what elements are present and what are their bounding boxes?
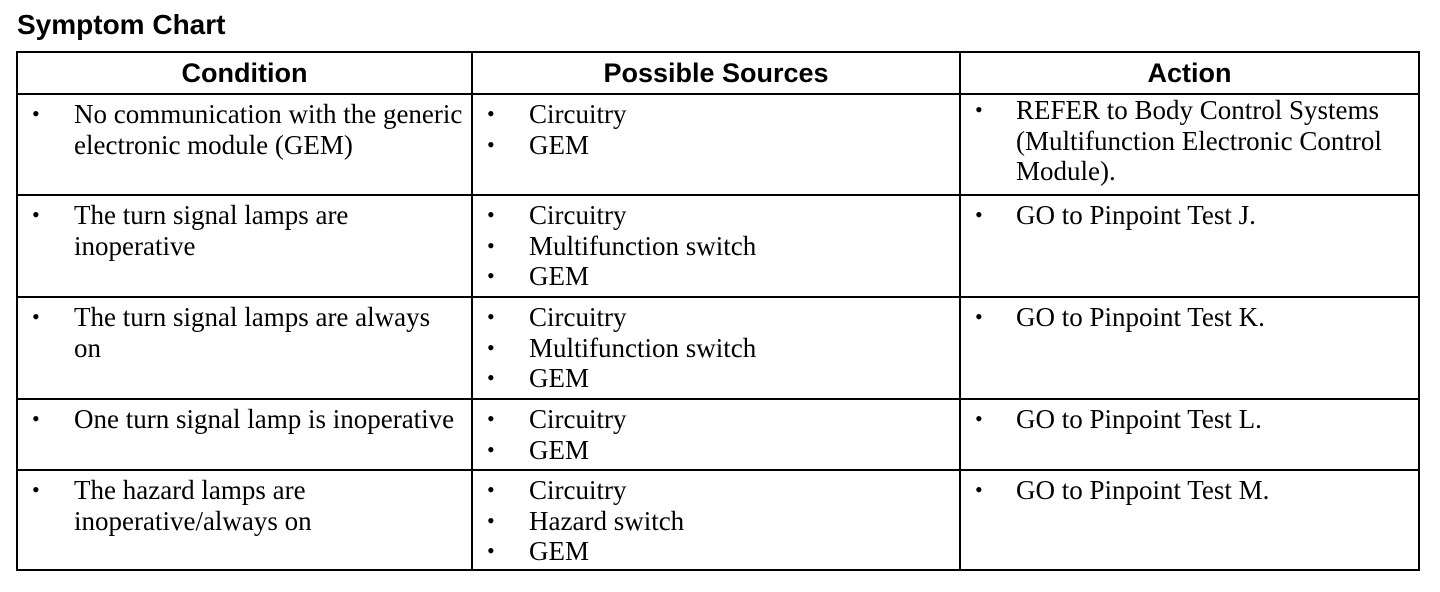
action-cell	[960, 94, 1419, 195]
condition-cell	[17, 94, 472, 195]
source-item	[487, 363, 951, 394]
source-text: Circuitry	[529, 99, 627, 129]
source-item	[487, 302, 951, 333]
bullet-icon: •	[975, 477, 983, 502]
condition-item	[32, 404, 463, 435]
action-text: REFER to Body Control Systems (Multifunction Electronic Control Module).	[1016, 95, 1382, 186]
sources-cell	[472, 297, 960, 399]
source-text: Hazard switch	[529, 505, 685, 536]
bullet-icon: •	[487, 477, 495, 502]
bullet-icon: •	[487, 334, 495, 360]
table-row	[17, 470, 1419, 570]
bullet-icon: •	[32, 477, 40, 502]
bullet-icon: •	[32, 101, 40, 126]
action-cell	[960, 297, 1419, 399]
source-item	[487, 332, 951, 364]
condition-cell	[17, 399, 472, 470]
bullet-icon: •	[487, 263, 495, 288]
condition-text: No communication with the generic electronic module (GEM)	[74, 99, 463, 160]
page-title: Symptom Chart	[17, 9, 226, 40]
condition-item	[32, 302, 463, 363]
table-row	[17, 195, 1419, 297]
source-text: Circuitry	[529, 475, 627, 505]
source-text: Circuitry	[529, 200, 627, 230]
source-item	[487, 475, 951, 506]
sources-cell	[472, 94, 960, 195]
source-item	[487, 200, 951, 231]
source-text: GEM	[529, 129, 589, 160]
bullet-icon: •	[487, 232, 495, 258]
source-item	[487, 99, 951, 130]
action-cell	[960, 399, 1419, 470]
bullet-icon: •	[487, 538, 495, 563]
condition-cell	[17, 470, 472, 570]
column-header-condition: Condition	[17, 52, 472, 94]
source-item	[487, 230, 951, 262]
bullet-icon: •	[975, 202, 983, 227]
bullet-icon: •	[487, 507, 495, 533]
action-cell	[960, 195, 1419, 297]
source-item	[487, 505, 951, 537]
source-text: GEM	[529, 261, 589, 291]
condition-text: The hazard lamps are inoperative/always on	[74, 475, 312, 536]
source-item	[487, 404, 951, 435]
bullet-icon: •	[975, 406, 983, 431]
action-text: GO to Pinpoint Test L.	[1016, 404, 1262, 434]
condition-cell	[17, 297, 472, 399]
action-item	[975, 200, 1410, 231]
symptom-chart-table	[16, 51, 1420, 571]
table-row	[17, 94, 1419, 195]
action-text: GO to Pinpoint Test M.	[1016, 475, 1270, 505]
condition-item	[32, 99, 463, 160]
bullet-icon: •	[487, 101, 495, 126]
bullet-icon: •	[32, 202, 40, 227]
sources-cell	[472, 195, 960, 297]
bullet-icon: •	[975, 97, 983, 122]
bullet-icon: •	[487, 131, 495, 157]
source-item	[487, 434, 951, 466]
source-item	[487, 536, 951, 567]
table-header-row	[17, 52, 1419, 94]
source-text: GEM	[529, 536, 589, 566]
condition-text: The turn signal lamps are inoperative	[74, 200, 349, 261]
sources-cell	[472, 470, 960, 570]
bullet-icon: •	[32, 406, 40, 431]
bullet-icon: •	[487, 304, 495, 329]
condition-item	[32, 475, 463, 536]
bullet-icon: •	[487, 365, 495, 390]
condition-text: The turn signal lamps are always on	[74, 302, 431, 363]
source-text: Circuitry	[529, 302, 627, 332]
source-text: GEM	[529, 434, 589, 465]
condition-text: One turn signal lamp is inoperative	[74, 404, 455, 434]
column-header-possible-sources: Possible Sources	[472, 52, 960, 94]
action-text: GO to Pinpoint Test J.	[1016, 200, 1256, 230]
source-text: GEM	[529, 363, 589, 393]
source-text: Multifunction switch	[529, 230, 757, 261]
bullet-icon: •	[487, 406, 495, 431]
source-item	[487, 261, 951, 292]
source-item	[487, 129, 951, 161]
action-item	[975, 404, 1410, 435]
bullet-icon: •	[487, 202, 495, 227]
action-item	[975, 475, 1410, 506]
action-item	[975, 95, 1410, 187]
table-row	[17, 297, 1419, 399]
action-item	[975, 302, 1410, 333]
action-cell	[960, 470, 1419, 570]
bullet-icon: •	[975, 304, 983, 329]
condition-item	[32, 200, 463, 261]
action-text: GO to Pinpoint Test K.	[1016, 302, 1265, 332]
condition-cell	[17, 195, 472, 297]
bullet-icon: •	[487, 436, 495, 462]
table-row	[17, 399, 1419, 470]
column-header-action: Action	[960, 52, 1419, 94]
bullet-icon: •	[32, 304, 40, 329]
source-text: Circuitry	[529, 404, 627, 434]
source-text: Multifunction switch	[529, 332, 757, 363]
sources-cell	[472, 399, 960, 470]
